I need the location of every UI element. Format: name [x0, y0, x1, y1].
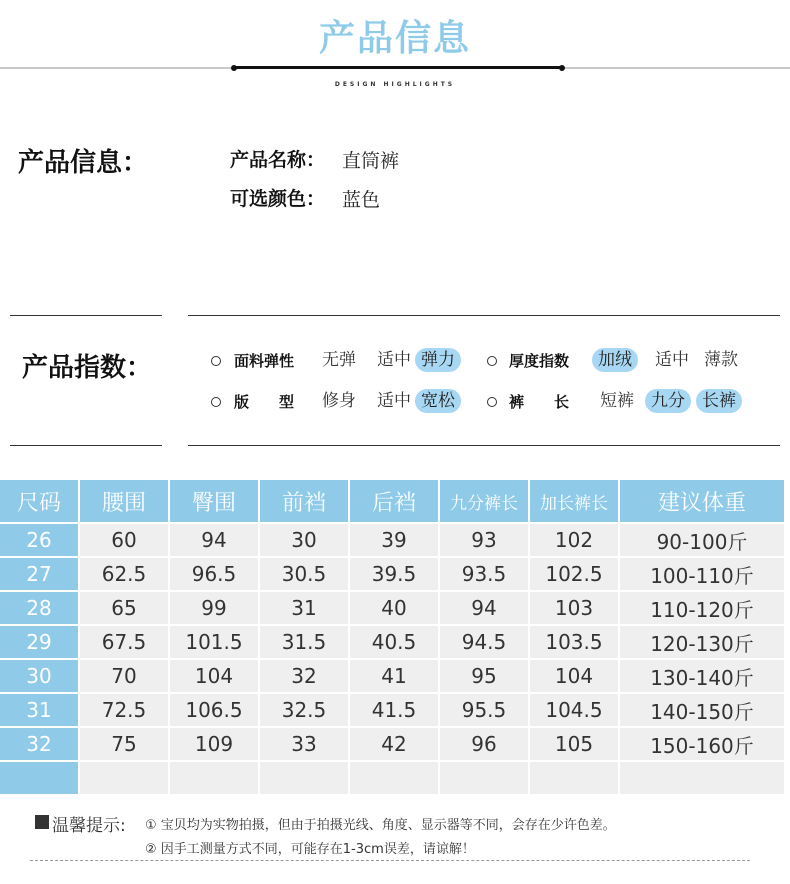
table-row	[0, 524, 784, 556]
table-cell: 90-100斤	[620, 524, 784, 556]
thickness-option-medium: 适中	[655, 350, 689, 370]
table-cell: 100-110斤	[620, 558, 784, 590]
size-table	[0, 478, 790, 796]
tip-item-1: ① 宝贝均为实物拍摄，但由于拍摄光线、角度、显示器等不同，会存在少许色差。	[145, 818, 616, 833]
table-cell: 94	[170, 524, 258, 556]
table-cell: 31.5	[260, 626, 348, 658]
table-cell: 32	[260, 660, 348, 692]
size-cell: 27	[0, 558, 78, 590]
table-cell: 106.5	[170, 694, 258, 726]
table-cell: 103	[530, 592, 618, 624]
table-cell: 32.5	[260, 694, 348, 726]
table-cell: 96.5	[170, 558, 258, 590]
size-cell: 32	[0, 728, 78, 760]
bullet-circle-icon	[211, 397, 221, 407]
table-cell: 70	[80, 660, 168, 692]
table-cell: 40	[350, 592, 438, 624]
size-cell: 29	[0, 626, 78, 658]
header-waist: 腰围	[80, 480, 168, 522]
table-row	[0, 694, 784, 726]
empty-cell	[0, 762, 78, 794]
fit-option-medium: 适中	[377, 391, 411, 411]
header-subtitle: DESIGN HIGHLIGHTS	[334, 81, 456, 88]
table-cell: 104.5	[530, 694, 618, 726]
table-cell: 39.5	[350, 558, 438, 590]
elasticity-option-stretch: 弹力	[415, 348, 461, 372]
header-back-rise: 后裆	[350, 480, 438, 522]
elasticity-option-medium: 适中	[377, 350, 411, 370]
empty-cell	[80, 762, 168, 794]
elasticity-option-none: 无弹	[322, 350, 356, 370]
empty-cell	[170, 762, 258, 794]
table-cell: 96	[440, 728, 528, 760]
table-cell: 41	[350, 660, 438, 692]
empty-cell	[260, 762, 348, 794]
header-ninth-length: 九分裤长	[440, 480, 528, 522]
thickness-option-thin: 薄款	[704, 350, 738, 370]
size-cell: 28	[0, 592, 78, 624]
table-cell: 110-120斤	[620, 592, 784, 624]
header-dot-right	[559, 65, 565, 71]
table-cell: 60	[80, 524, 168, 556]
table-cell: 105	[530, 728, 618, 760]
bullet-circle-icon	[487, 397, 497, 407]
tips-heading: 温馨提示:	[52, 816, 126, 836]
index-rule-top-left	[10, 315, 162, 316]
empty-cell	[530, 762, 618, 794]
table-cell: 120-130斤	[620, 626, 784, 658]
empty-cell	[440, 762, 528, 794]
header-accent-line	[234, 66, 562, 69]
table-cell: 30	[260, 524, 348, 556]
index-rule-bottom-left	[10, 445, 162, 446]
length-option-shorts: 短裤	[600, 391, 634, 411]
table-cell: 39	[350, 524, 438, 556]
fit-option-slim: 修身	[322, 391, 356, 411]
header-size: 尺码	[0, 480, 78, 522]
header-hip: 臀围	[170, 480, 258, 522]
index-rule-top-right	[188, 315, 780, 316]
table-cell: 75	[80, 728, 168, 760]
empty-cell	[620, 762, 784, 794]
table-cell: 109	[170, 728, 258, 760]
table-row	[0, 728, 784, 760]
header-weight: 建议体重	[620, 480, 784, 522]
table-cell: 67.5	[80, 626, 168, 658]
size-cell: 31	[0, 694, 78, 726]
table-row	[0, 626, 784, 658]
header-long-length: 加长裤长	[530, 480, 618, 522]
bullet-circle-icon	[487, 356, 497, 366]
product-color-label: 可选颜色：	[230, 188, 326, 210]
tips-divider	[30, 860, 750, 862]
table-cell: 140-150斤	[620, 694, 784, 726]
table-cell: 102.5	[530, 558, 618, 590]
table-cell: 40.5	[350, 626, 438, 658]
size-cell: 26	[0, 524, 78, 556]
length-option-long: 长裤	[696, 389, 742, 413]
empty-cell	[350, 762, 438, 794]
fit-option-loose: 宽松	[415, 389, 461, 413]
table-cell: 99	[170, 592, 258, 624]
header-front-rise: 前裆	[260, 480, 348, 522]
elasticity-label: 面料弹性	[234, 352, 295, 370]
table-cell: 33	[260, 728, 348, 760]
page-title: 产品信息	[318, 18, 471, 59]
table-cell: 62.5	[80, 558, 168, 590]
thickness-label: 厚度指数	[509, 352, 570, 370]
table-header-row	[0, 480, 784, 522]
size-cell: 30	[0, 660, 78, 692]
header-dot-left	[231, 65, 237, 71]
length-label: 裤 长	[509, 393, 570, 411]
product-name-label: 产品名称：	[230, 149, 326, 171]
table-cell: 30.5	[260, 558, 348, 590]
table-cell: 95	[440, 660, 528, 692]
table-cell: 41.5	[350, 694, 438, 726]
table-row-empty	[0, 762, 784, 794]
table-cell: 65	[80, 592, 168, 624]
table-cell: 94	[440, 592, 528, 624]
table-cell: 103.5	[530, 626, 618, 658]
table-row	[0, 660, 784, 692]
product-index-heading: 产品指数：	[22, 353, 153, 383]
bullet-circle-icon	[211, 356, 221, 366]
product-name-value: 直筒裤	[342, 150, 400, 172]
thickness-option-fleece: 加绒	[592, 348, 638, 372]
table-cell: 95.5	[440, 694, 528, 726]
size-table-grid	[0, 478, 786, 796]
table-cell: 101.5	[170, 626, 258, 658]
table-cell: 93.5	[440, 558, 528, 590]
table-cell: 104	[170, 660, 258, 692]
product-info-heading: 产品信息：	[18, 148, 149, 178]
table-cell: 94.5	[440, 626, 528, 658]
product-color-value: 蓝色	[342, 189, 381, 211]
table-cell: 72.5	[80, 694, 168, 726]
table-cell: 130-140斤	[620, 660, 784, 692]
length-option-ninth: 九分	[645, 389, 691, 413]
table-row	[0, 592, 784, 624]
table-cell: 31	[260, 592, 348, 624]
tip-square-icon	[35, 815, 49, 829]
table-cell: 102	[530, 524, 618, 556]
table-cell: 150-160斤	[620, 728, 784, 760]
fit-label: 版 型	[234, 393, 295, 411]
table-cell: 42	[350, 728, 438, 760]
index-rule-bottom-right	[188, 445, 780, 446]
table-cell: 104	[530, 660, 618, 692]
tip-item-2: ② 因手工测量方式不同，可能存在1-3cm误差，请谅解！	[145, 842, 475, 857]
table-row	[0, 558, 784, 590]
table-cell: 93	[440, 524, 528, 556]
